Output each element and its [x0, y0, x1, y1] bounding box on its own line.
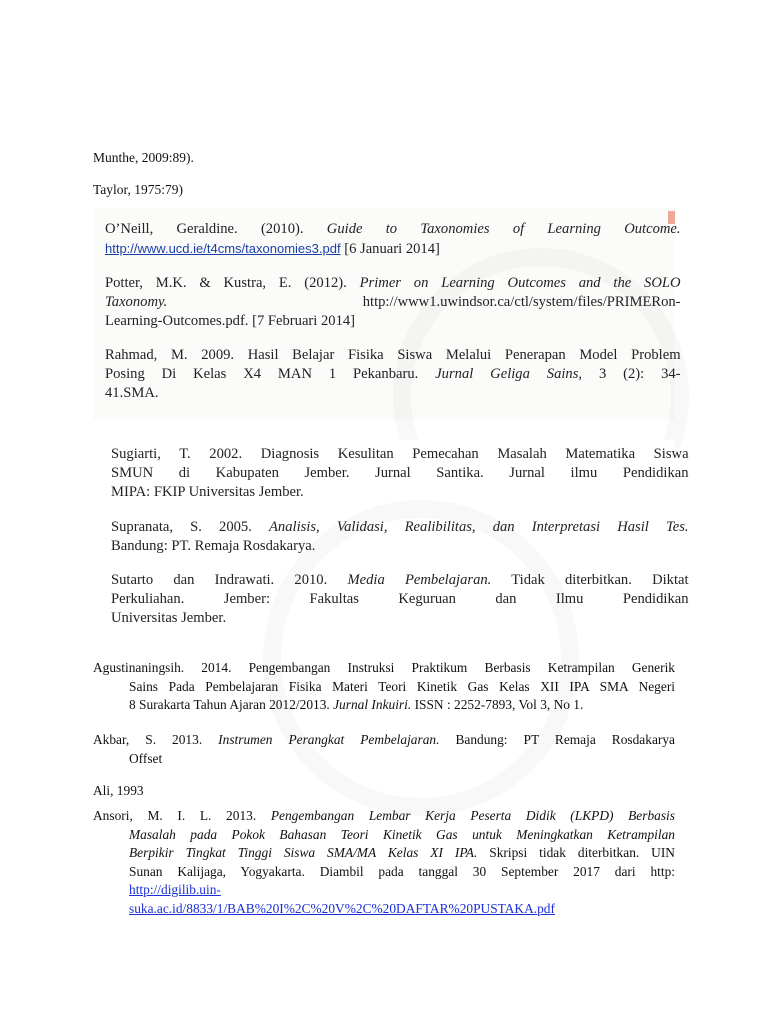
ref-agustinaningsih: Agustinaningsih. 2014. Pengembangan Instruksi Praktikum Berbasis Ketrampilan Generik Sains Pada Pembelajaran Fisika Materi Teori Kinetik Gas Kelas XII IPA SMA Negeri 8 Surakarta Tahun Ajaran 2012/2013. Jurnal Inkuiri. ISSN : 2252-7893, Vol 3, No 1.: [93, 660, 675, 712]
ref-ansori: Ansori, M. I. L. 2013. Pengembangan Lembar Kerja Peserta Didik (LKPD) Berbasis Masalah pada Pokok Bahasan Teori Kinetik Gas untuk Meningkatkan Ketrampilan Berpikir Tingkat Tinggi Siswa SMA/MA Kelas XI IPA. Skripsi tidak diterbitkan. UIN Sunan Kalijaga, Yogyakarta. Diambil pada tanggal 30 September 2017 dari http: http://digilib.uin- suka.ac.id/8833/1/BAB%20I%2C%20V%2C%20DAFTAR%20PUSTAKA.pdf: [93, 808, 675, 916]
ref-akbar: Akbar, S. 2013. Instrumen Perangkat Pembelajaran. Bandung: PT Remaja Rosdakarya Offset: [93, 732, 675, 766]
ref-sugiarti: Sugiarti, T. 2002. Diagnosis Kesulitan Pemecahan Masalah Matematika Siswa SMUN di Kabupaten Jember. Jurnal Santika. Jurnal ilmu Pendidikan MIPA: FKIP Universitas Jember.: [111, 446, 689, 500]
ref-ali: Ali, 1993: [93, 783, 144, 798]
citation-taylor: Taylor, 1975:79): [93, 182, 183, 197]
citation-munthe: Munthe, 2009:89).: [93, 150, 194, 165]
ansori-link-part2[interactable]: suka.ac.id/8833/1/BAB%20I%2C%20V%2C%20DAFTAR%20PUSTAKA.pdf: [129, 900, 555, 916]
ref-supranata: Supranata, S. 2005. Analisis, Validasi, Realibilitas, dan Interpretasi Hasil Tes. Bandung: PT. Remaja Rosdakarya.: [111, 519, 689, 554]
reference-image-a: [93, 208, 681, 420]
ref-potter: Potter, M.K. & Kustra, E. (2012). Primer on Learning Outcomes and the SOLO Taxonomy. http://www1.uwindsor.ca/ctl/system/files/PRIMERon- Learning-Outcomes.pdf. [7 Februari 2014]: [105, 275, 681, 329]
oneill-link[interactable]: http://www.ucd.ie/t4cms/taxonomies3.pdf: [105, 241, 341, 256]
ref-sutarto: Sutarto dan Indrawati. 2010. Media Pembelajaran. Tidak diterbitkan. Diktat Perkuliahan. Jember: Fakultas Keguruan dan Ilmu Pendidikan Universitas Jember.: [111, 572, 689, 626]
ansori-link-part1[interactable]: http://digilib.uin-: [129, 882, 221, 897]
ref-oneill: O’Neill, Geraldine. (2010). Guide to Taxonomies of Learning Outcome. http://www.ucd.ie/t4cms/taxonomies3.pdf [6 Januari 2014]: [105, 221, 681, 257]
ref-rahmad: Rahmad, M. 2009. Hasil Belajar Fisika Siswa Melalui Penerapan Model Problem Posing Di Kelas X4 MAN 1 Pekanbaru. Jurnal Geliga Sains, 3 (2): 34- 41.SMA.: [105, 347, 681, 401]
reference-image-b: [93, 440, 689, 635]
